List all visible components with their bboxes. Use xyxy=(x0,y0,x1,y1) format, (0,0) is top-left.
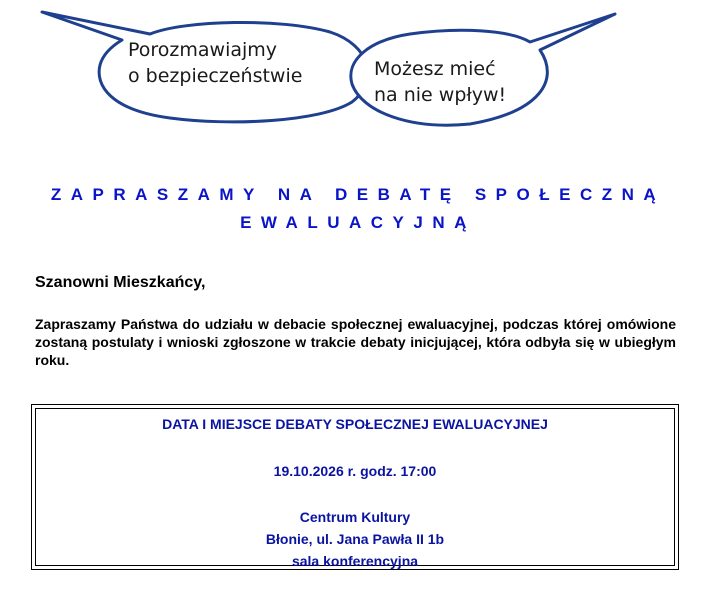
event-venue: Centrum Kultury xyxy=(299,509,411,525)
right-bubble-line-2: na nie wpływ! xyxy=(374,84,507,106)
left-bubble-line-1: Porozmawiajmy xyxy=(128,39,278,61)
left-bubble-text xyxy=(128,37,338,89)
right-bubble-line-1: Możesz mieć xyxy=(374,58,496,80)
heading-line-2: EWALUACYJNĄ xyxy=(240,213,476,232)
heading-line-1: ZAPRASZAMY NA DEBATĘ SPOŁECZNĄ xyxy=(50,185,666,204)
left-bubble-line-2: o bezpieczeństwie xyxy=(128,65,303,87)
right-bubble-text xyxy=(374,56,544,108)
invitation-heading xyxy=(20,181,696,237)
event-room: sala konferencyjna xyxy=(291,553,419,569)
event-datetime: 19.10.2026 r. godz. 17:00 xyxy=(273,463,437,479)
letter-body: Zapraszamy Państwa do udziału w debacie społecznej ewaluacyjnej, podczas której omówione zostaną postulaty i wnioski zgłoszone w trakcie debaty inicjującej, która odbyła się w ubiegłym roku. xyxy=(35,316,676,368)
speech-bubbles-graphic xyxy=(0,0,716,150)
event-info-box xyxy=(31,404,679,570)
event-address: Błonie, ul. Jana Pawła II 1b xyxy=(265,531,445,547)
letter-greeting: Szanowni Mieszkańcy, xyxy=(35,274,206,291)
event-info-title: DATA I MIEJSCE DEBATY SPOŁECZNEJ EWALUACYJNEJ xyxy=(162,416,548,432)
event-info-box-inner xyxy=(35,408,675,569)
